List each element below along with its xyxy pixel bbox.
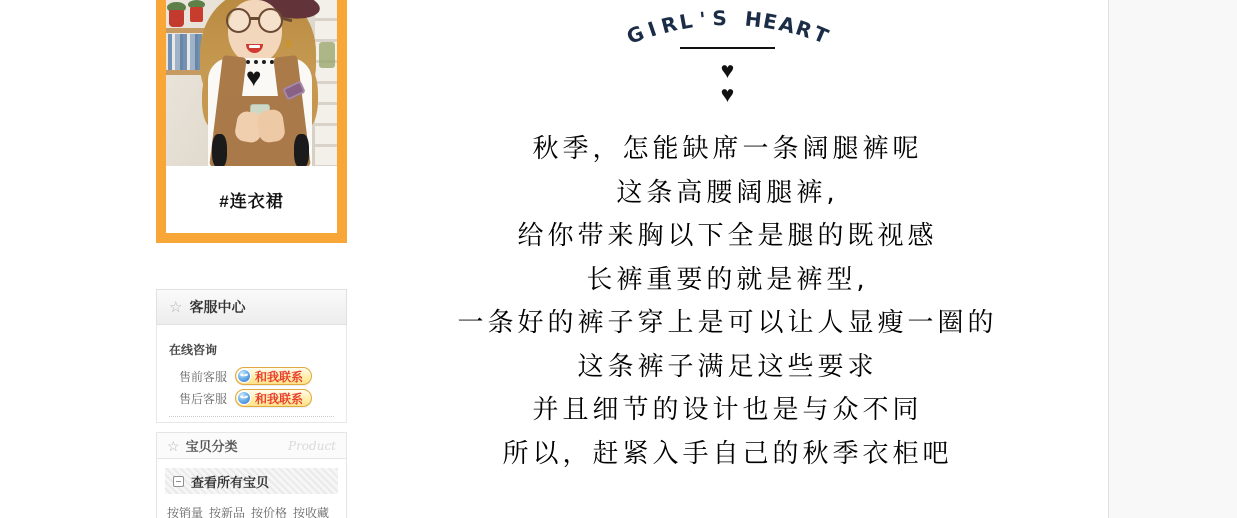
product-photo: [166, 0, 337, 166]
sort-link[interactable]: 按价格: [251, 506, 288, 518]
photo-girl-smile: [249, 45, 260, 48]
paragraph-line: 给你带来胸以下全是腿的既视感: [517, 221, 938, 251]
service-row: [179, 367, 334, 385]
paragraph-line: 一条好的裤子穿上是可以让人显瘦一圈的: [457, 308, 998, 338]
paragraph-line: 所以，赶紧入手自己的秋季衣柜吧: [502, 438, 953, 469]
view-all-items-label: 查看所有宝贝: [191, 474, 270, 490]
page-title: [347, 5, 1108, 50]
contact-me-label: 和我联系: [255, 391, 304, 406]
star-icon: ☆: [169, 298, 183, 316]
sort-links: [165, 504, 338, 518]
service-panel: [156, 289, 347, 423]
page-title-letter: ': [697, 7, 707, 32]
online-consult-label: 在线咨询: [169, 343, 218, 357]
service-row: [179, 389, 334, 407]
title-underline: [680, 47, 775, 49]
contact-me-button[interactable]: [235, 389, 312, 407]
wangwang-icon: [237, 391, 251, 405]
page-title-letter: R: [792, 15, 815, 44]
collapse-icon: [173, 476, 184, 487]
photo-girl-glasses-bridge: [250, 17, 259, 20]
heart-icon: ♥: [720, 57, 735, 83]
photo-girl-hand: [256, 108, 286, 143]
service-panel-header: [156, 289, 347, 325]
photo-decor: [319, 42, 335, 68]
service-panel-body: [156, 325, 347, 423]
aftersale-service-label: 售后客服: [179, 391, 228, 406]
paragraph-line: 长裤重要的就是裤型,: [586, 264, 869, 295]
right-panel: [1108, 0, 1237, 518]
contact-me-button[interactable]: [235, 367, 312, 385]
service-panel-title: 客服中心: [189, 299, 246, 315]
heart-icons: [347, 58, 1108, 106]
paragraph-line: 这条裤子满足这些要求: [577, 351, 878, 382]
sort-link[interactable]: 按收藏: [293, 506, 330, 518]
photo-girl-earring: [286, 40, 291, 48]
star-icon: ☆: [167, 437, 180, 454]
heart-icon: ♥: [720, 81, 735, 107]
paragraph-line: 这条高腰阔腿裤,: [616, 177, 839, 208]
category-panel-header: [156, 432, 347, 459]
page-title-letter: S: [711, 5, 727, 31]
category-panel-title: 宝贝分类: [185, 439, 238, 454]
page-title-letter: R: [658, 11, 680, 39]
category-panel-body: [156, 459, 347, 518]
presale-service-label: 售前客服: [179, 369, 228, 384]
sidebar: [156, 0, 347, 518]
page-title-letter: T: [809, 21, 832, 49]
photo-girl-glasses: [258, 8, 283, 33]
main-content: [347, 0, 1108, 476]
view-all-items-button[interactable]: [165, 468, 338, 494]
photo-ladder: [315, 0, 337, 166]
photo-heart-print: [246, 64, 272, 90]
sort-link[interactable]: 按销量: [167, 506, 204, 518]
dotted-divider: [169, 416, 334, 417]
photo-sleeve-ruffle: [294, 134, 309, 166]
photo-tag: #连衣裙: [166, 166, 337, 233]
photo-flower-pot: [169, 10, 184, 27]
photo-sleeve-ruffle: [212, 134, 227, 166]
product-photo-card[interactable]: [156, 0, 347, 243]
page-title-letter: E: [760, 8, 779, 35]
page-title-letter: A: [775, 11, 798, 39]
category-panel: [156, 432, 347, 518]
paragraph-line: 并且细节的设计也是与众不同: [532, 395, 923, 425]
product-watermark: Product: [288, 438, 336, 453]
contact-me-label: 和我联系: [255, 369, 304, 384]
photo-girl-glasses: [226, 8, 251, 33]
wangwang-icon: [237, 369, 251, 383]
sort-link[interactable]: 按新品: [209, 506, 246, 518]
page-title-letter: [727, 6, 745, 27]
paragraph-line: 秋季，怎能缺席一条阔腿裤呢: [532, 134, 923, 164]
intro-paragraph: [347, 128, 1108, 476]
page-title-letter: I: [644, 16, 660, 42]
photo-flower-pot: [190, 7, 203, 22]
page-title-letter: H: [743, 6, 763, 33]
page-title-letter: L: [676, 8, 694, 35]
page-title-letter: G: [622, 20, 648, 50]
